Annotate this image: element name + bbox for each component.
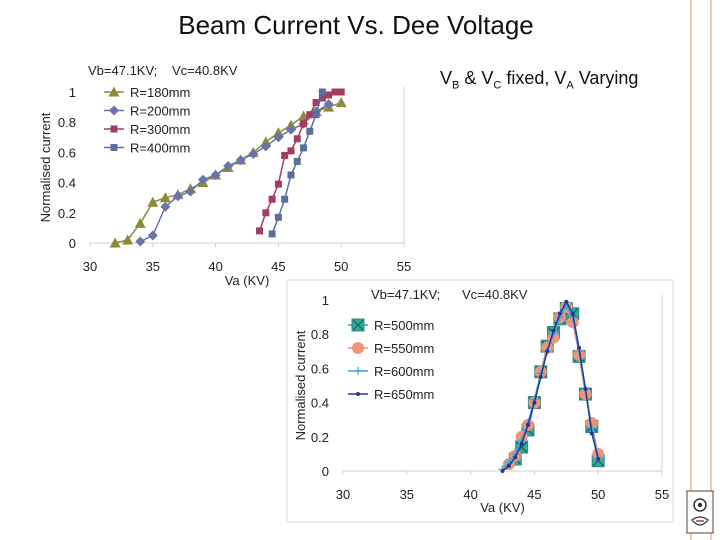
series-0-3-point-1 [275,214,282,221]
chart-0-y-tick-label-3: 0.6 [57,145,76,161]
chart-1-x-tick-label-3: 45 [527,487,542,502]
chart-1-background [287,280,673,522]
subtitle-mid2: fixed, V [501,68,567,88]
series-0-2-point-2 [269,196,276,203]
chart-0-y-tick-label-5: 1 [68,85,76,100]
chart-1-y-tick-label-5: 1 [321,293,329,308]
series-0-3-point-2 [281,196,288,203]
chart-0-x-tick-label-3: 45 [271,259,286,274]
subtitle-mid1: & V [459,68,494,88]
series-0-2-point-legend [111,126,118,133]
series-1-3-point-8 [552,329,556,333]
series-1-3-point-3 [520,442,524,446]
series-1-3-point-legend [356,392,360,396]
chart-1-x-tick-label-0: 30 [335,487,351,502]
chart-1-annotation-vb: Vb=47.1KV; [371,287,441,302]
chart-1-x-tick-label-5: 55 [654,487,670,502]
chart-1-y-axis-label: Normalised current [293,330,308,441]
series-0-2-point-3 [275,181,282,188]
chart-1-annotation-vc: Vc=40.8KV [462,287,528,302]
chart-0-y-tick-label-2: 0.4 [57,175,76,191]
subtitle-sub-c: C [493,79,502,92]
series-1-3-point-15 [596,457,600,461]
subtitle-v1: V [440,68,453,88]
series-1-3-point-2 [513,455,517,459]
series-1-3-point-9 [558,312,562,316]
series-1-0-point-legend [352,319,364,331]
series-0-2-point-4 [281,152,288,159]
subtitle-end: Varying [573,68,639,88]
series-1-3-point-11 [571,312,575,316]
series-1-3-point-14 [590,431,594,435]
chart-0-annotation-vb: Vb=47.1KV; [88,63,158,78]
chart-0-x-tick-label-0: 30 [82,259,98,274]
series-0-3-point-5 [300,144,307,151]
chart-1-y-tick-label-1: 0.2 [310,429,329,445]
chart-0-y-tick-label-0: 0 [68,236,76,251]
chart-0-x-axis-label: Va (KV) [224,273,270,288]
chart-1-x-tick-label-1: 35 [399,487,415,502]
series-0-3-point-8 [319,89,326,96]
chart-1-legend-3-label: R=650mm [374,387,435,402]
chart-0 [38,55,411,290]
chart-1 [287,280,673,522]
series-1-3-point-6 [539,375,543,379]
series-0-2-point-6 [294,135,301,142]
chart-0-legend-1-label: R=200mm [130,103,191,119]
chart-0-x-tick-label-2: 40 [208,259,223,274]
series-0-2-point-8 [306,111,313,118]
chart-1-y-tick-label-2: 0.4 [310,395,329,411]
series-0-2-point-13 [338,89,345,96]
series-0-3-point-legend [111,144,118,151]
chart-0-y-axis-label: Normalised current [38,112,53,223]
series-1-1-point-legend [352,342,364,354]
series-0-2-point-7 [300,120,307,127]
subtitle-sub-a: A [566,79,574,92]
series-0-3-point-4 [294,158,301,165]
series-0-2-point-5 [287,147,294,154]
series-0-2-point-0 [256,227,263,234]
chart-0-y-tick-label-4: 0.8 [57,115,76,131]
series-1-3-point-12 [577,346,581,350]
chart-1-x-tick-label-4: 50 [590,487,606,502]
series-1-3-point-10 [564,300,568,304]
series-1-3-point-5 [532,401,536,405]
chart-0-annotation-vc: Vc=40.8KV [172,63,238,78]
series-0-3-point-3 [287,172,294,179]
subtitle-sub-b: B [452,79,460,92]
chart-0-y-tick-label-1: 0.2 [57,205,76,221]
series-1-3-point-13 [583,387,587,391]
series-1-3-point-7 [545,349,549,353]
series-0-2-point-1 [262,209,269,216]
slide-title: Beam Current Vs. Dee Voltage [178,10,534,40]
chart-1-legend-0-label: R=500mm [374,318,435,333]
chart-1-y-tick-label-0: 0 [321,464,329,479]
series-1-3-point-4 [526,423,530,427]
chart-1-y-tick-label-3: 0.6 [310,361,329,377]
series-0-3-point-0 [269,230,276,237]
institute-logo-icon [686,490,714,534]
chart-0-x-tick-label-1: 35 [145,259,161,274]
series-0-3-point-6 [306,128,313,135]
chart-0-legend-3-label: R=400mm [130,140,191,156]
chart-0-x-tick-label-5: 55 [396,259,412,274]
series-1-3-point-0 [501,469,505,473]
chart-1-x-tick-label-2: 40 [463,487,478,502]
series-0-2-point-11 [325,92,332,99]
series-1-3-point-1 [507,464,511,468]
series-0-2-point-12 [331,89,338,96]
chart-1-y-tick-label-4: 0.8 [310,327,329,343]
chart-0-legend-0-label: R=180mm [130,85,191,100]
chart-0-legend-2-label: R=300mm [130,122,191,137]
chart-1-x-axis-label: Va (KV) [480,500,525,515]
series-0-3-point-7 [313,111,320,118]
chart-1-legend-2-label: R=600mm [374,364,435,379]
chart-1-legend-1-label: R=550mm [374,341,435,356]
chart-0-x-tick-label-4: 50 [333,259,349,274]
